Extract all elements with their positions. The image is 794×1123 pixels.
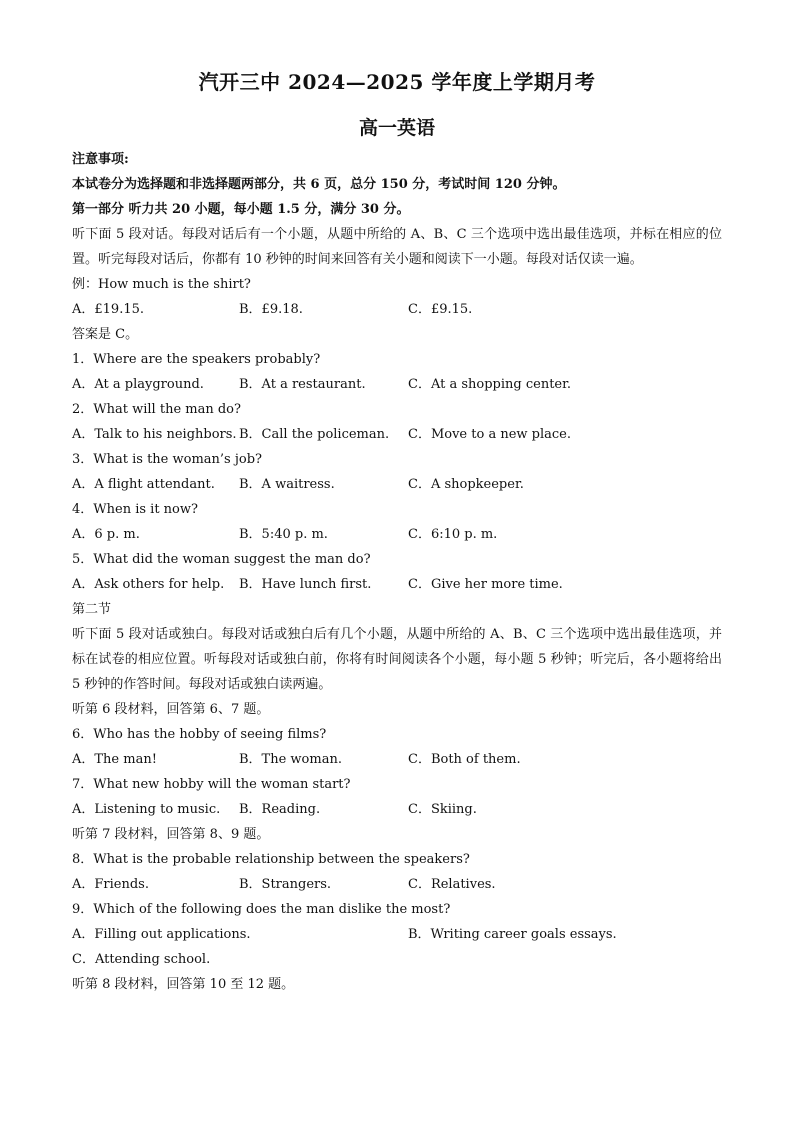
option-b: B．Have lunch first. — [239, 577, 372, 592]
option-b: B．Reading. — [239, 802, 321, 817]
material-8-label: 听第 8 段材料，回答第 10 至 12 题。 — [72, 977, 295, 992]
option-b: B．Writing career goals essays. — [408, 927, 617, 942]
example-options — [72, 297, 722, 322]
material-7-label: 听第 7 段材料，回答第 8、9 题。 — [72, 827, 270, 842]
question-4-options — [72, 522, 722, 547]
question-2: 2．What will the man do? — [72, 402, 241, 417]
section-two-instructions: 听下面 5 段对话或独白。每段对话或独白后有几个小题，从题中所给的 A、B、C 三个选项中选出最佳选项，并标在试卷的相应位置。听每段对话或独白前，你将有时间阅读各个小题，每小题 5 秒钟；听完后，各小题将给出 5 秒钟的作答时间。每段对话或独白读两遍。 — [72, 627, 722, 692]
question-8-options — [72, 872, 722, 897]
option-a: A．6 p. m. — [72, 527, 140, 542]
section-two-heading: 第二节 — [72, 602, 112, 617]
question-5-options — [72, 572, 722, 597]
option-b: B．The woman. — [239, 752, 342, 767]
exam-content — [72, 147, 722, 997]
option-c: C．Attending school. — [72, 952, 211, 967]
option-c: C．Skiing. — [408, 802, 477, 817]
question-9-options — [72, 922, 722, 947]
option-b: B．Call the policeman. — [239, 427, 390, 442]
question-6: 6．Who has the hobby of seeing films? — [72, 727, 327, 742]
option-c: C．At a shopping center. — [408, 377, 572, 392]
part-one-heading: 第一部分 听力共 20 小题，每小题 1.5 分，满分 30 分。 — [72, 202, 410, 217]
option-c: C．Relatives. — [408, 877, 496, 892]
option-a: A．The man! — [72, 752, 157, 767]
option-b: B．A waitress. — [239, 477, 335, 492]
question-2-options — [72, 422, 722, 447]
option-a: A．Friends. — [72, 877, 149, 892]
question-3-options — [72, 472, 722, 497]
material-6-label: 听第 6 段材料，回答第 6、7 题。 — [72, 702, 270, 717]
option-b: B．£9.18. — [239, 302, 303, 317]
option-a: A．Listening to music. — [72, 802, 221, 817]
question-7: 7．What new hobby will the woman start? — [72, 777, 351, 792]
example-answer: 答案是 C。 — [72, 327, 139, 342]
option-a: A．Filling out applications. — [72, 927, 251, 942]
notice-line: 本试卷分为选择题和非选择题两部分，共 6 页，总分 150 分，考试时间 120 分钟。 — [72, 177, 566, 192]
option-b: B．Strangers. — [239, 877, 332, 892]
option-a: A．Talk to his neighbors. — [72, 427, 237, 442]
question-6-options — [72, 747, 722, 772]
question-7-options — [72, 797, 722, 822]
option-a: A．Ask others for help. — [72, 577, 225, 592]
exam-subject: 高一英语 — [358, 117, 435, 139]
option-c: C．Give her more time. — [408, 577, 563, 592]
question-1-options — [72, 372, 722, 397]
question-1: 1．Where are the speakers probably? — [72, 352, 321, 367]
question-5: 5．What did the woman suggest the man do? — [72, 552, 371, 567]
question-3: 3．What is the woman’s job? — [72, 452, 262, 467]
option-a: A．At a playground. — [72, 377, 204, 392]
option-c: C．Move to a new place. — [408, 427, 571, 442]
exam-title: 汽开三中 2024—2025 学年度上学期月考 — [198, 70, 596, 94]
question-4: 4．When is it now? — [72, 502, 198, 517]
option-b: B．5:40 p. m. — [239, 527, 328, 542]
question-9: 9．Which of the following does the man dislike the most? — [72, 902, 451, 917]
question-8: 8．What is the probable relationship between the speakers? — [72, 852, 470, 867]
option-c: C．£9.15. — [408, 302, 473, 317]
option-a: A．A flight attendant. — [72, 477, 215, 492]
option-c: C．6:10 p. m. — [408, 527, 498, 542]
option-b: B．At a restaurant. — [239, 377, 366, 392]
section-one-instructions: 听下面 5 段对话。每段对话后有一个小题，从题中所给的 A、B、C 三个选项中选出最佳选项，并标在相应的位置。听完每段对话后，你都有 10 秒钟的时间来回答有关小题和阅读下一小题。每段对话仅读一遍。 — [72, 227, 722, 267]
option-c: C．A shopkeeper. — [408, 477, 524, 492]
option-c: C．Both of them. — [408, 752, 521, 767]
notice-heading: 注意事项: — [72, 152, 129, 167]
example-question: 例：How much is the shirt? — [72, 277, 251, 292]
option-a: A．£19.15. — [72, 302, 145, 317]
